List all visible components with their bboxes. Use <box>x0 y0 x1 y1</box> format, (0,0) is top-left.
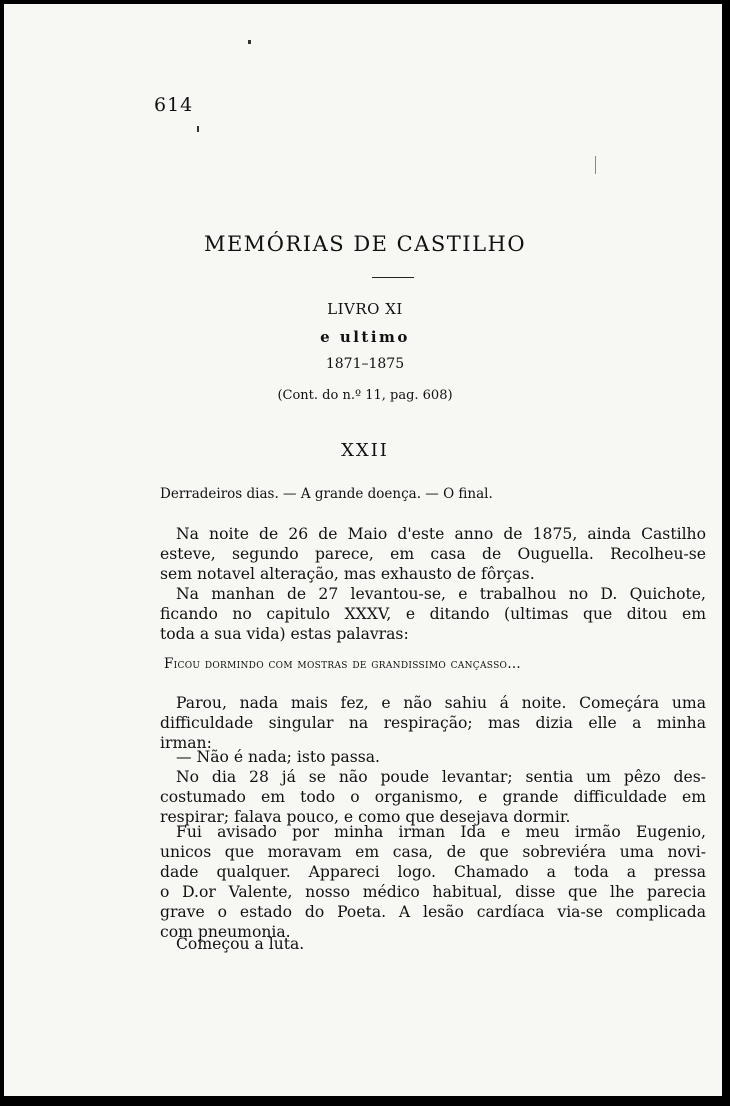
paragraph-2 <box>160 584 706 644</box>
text-line: sem notavel alteração, mas exhausto de fôrças. <box>160 565 535 583</box>
text-line: difficuldade singular na respiração; mas dizia elle a minha <box>160 714 706 732</box>
text-line: esteve, segundo parece, em casa de Ouguella. Recolheu-se <box>160 545 706 563</box>
paragraph-3 <box>160 693 706 753</box>
book-years: 1871–1875 <box>325 356 405 372</box>
paragraph-7 <box>176 934 706 954</box>
text-line: No dia 28 já se não poude levantar; sentia um pêzo des- <box>176 768 706 786</box>
book-label: LIVRO XI <box>327 300 403 318</box>
quoted-words: Ficou dormindo com mostras de grandissimo cançasso… <box>164 656 522 672</box>
paragraph-6 <box>160 822 706 942</box>
page-number: 614 <box>154 94 194 116</box>
text-line: toda a sua vida) estas palavras: <box>160 625 409 643</box>
text-line: com pneumonia. <box>160 923 291 941</box>
text-line: respirar; falava pouco, e como que desejava dormir. <box>160 808 571 826</box>
paper-crease <box>595 156 596 174</box>
text-line: o D.or Valente, nosso médico habitual, disse que lhe parecia <box>160 883 706 901</box>
paragraph-5 <box>160 767 706 827</box>
text-line: unicos que moravam em casa, de que sobreviéra uma novi- <box>160 843 706 861</box>
paragraph-4 <box>176 747 706 767</box>
text-line: Começou a luta. <box>176 935 305 953</box>
paragraph-1 <box>160 524 706 584</box>
chapter-summary: Derradeiros dias. — A grande doença. — O final. <box>160 486 493 502</box>
text-line: — Não é nada; isto passa. <box>176 748 380 766</box>
ink-speck <box>248 40 251 44</box>
text-line: dade qualquer. Appareci logo. Chamado a toda a pressa <box>160 863 706 881</box>
book-subtitle: e ultimo <box>320 328 410 346</box>
page-title: MEMÓRIAS DE CASTILHO <box>203 232 527 256</box>
text-line: Parou, nada mais fez, e não sahiu á noite. Começára uma <box>176 694 706 712</box>
text-line: Na manhan de 27 levantou-se, e trabalhou no D. Quichote, <box>176 585 706 603</box>
text-line: costumado em todo o organismo, e grande difficuldade em <box>160 788 706 806</box>
text-line: grave o estado do Poeta. A lesão cardíaca via-se complicada <box>160 903 706 921</box>
title-rule <box>372 277 414 278</box>
chapter-heading: XXII <box>341 440 389 461</box>
text-line: Fui avisado por minha irman Ida e meu irmão Eugenio, <box>176 823 706 841</box>
text-line: Na noite de 26 de Maio d'este anno de 1875, ainda Castilho <box>176 525 706 543</box>
text-line: irman: <box>160 734 212 752</box>
text-line: ficando no capitulo XXXV, e ditando (ultimas que ditou em <box>160 605 706 623</box>
continuation-note: (Cont. do n.º 11, pag. 608) <box>277 388 453 403</box>
ink-speck <box>197 126 199 132</box>
